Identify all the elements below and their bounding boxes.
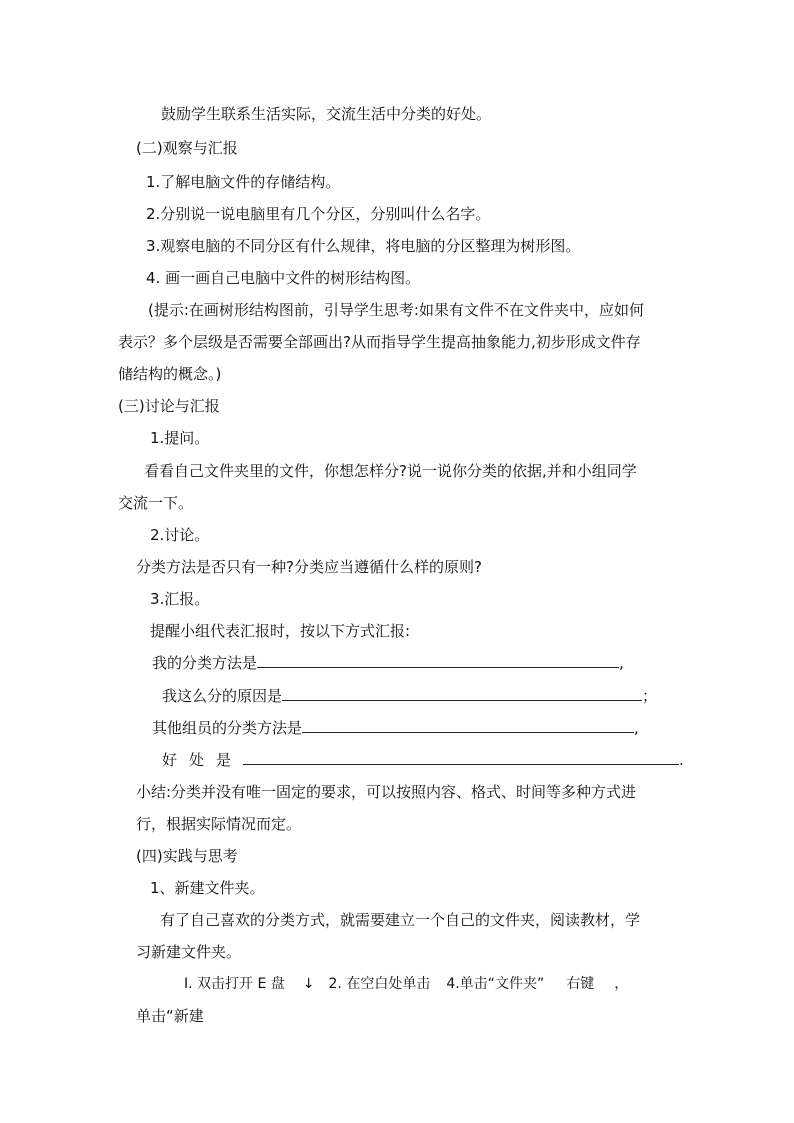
tip-line-3: 储结构的概念。): [118, 365, 222, 383]
fill-line-reason: [162, 686, 657, 706]
steps-flow: [184, 974, 628, 994]
fill-blank[interactable]: [282, 686, 642, 701]
report-text: 提醒小组代表汇报时，按以下方式汇报:: [150, 622, 411, 640]
summary-line-1: 小结:分类并没有唯一固定的要求，可以按照内容、格式、时间等多种方式进: [136, 783, 637, 801]
step-3: 3.观察电脑的不同分区有什么规律，将电脑的分区整理为树形图。: [146, 237, 581, 255]
fill-line-method: [152, 653, 624, 673]
discussion-text: 分类方法是否只有一种?分类应当遵循什么样的原则?: [136, 558, 482, 576]
step-2: 2.分别说一说电脑里有几个分区，分别叫什么名字。: [146, 205, 491, 223]
fill-blank[interactable]: [243, 750, 679, 765]
down-arrow-icon: ↓: [302, 976, 315, 992]
fill-label: 好处是: [162, 751, 244, 769]
new-folder-text-1: 有了自己喜欢的分类方式，就需要建立一个自己的文件夹，阅读教材，学: [160, 911, 641, 929]
fill-line-benefit: [162, 750, 684, 770]
fill-line-others: [152, 718, 639, 738]
step-4: 4. 画一画自己电脑中文件的树形结构图。: [146, 269, 421, 287]
summary-line-2: 行，根据实际情况而定。: [136, 815, 302, 833]
step-right-click: 右键: [566, 976, 595, 992]
fill-end: ；: [642, 687, 658, 705]
item-discussion: 2.讨论。: [150, 526, 210, 544]
fill-label: 我这么分的原因是: [162, 687, 283, 705]
item-report: 3.汇报。: [150, 590, 210, 608]
fill-label: 我的分类方法是: [152, 654, 258, 672]
paragraph-encourage: 鼓励学生联系生活实际，交流生活中分类的好处。: [161, 105, 492, 123]
fill-end: .: [679, 751, 684, 769]
section-heading-3: (三)讨论与汇报: [118, 397, 220, 415]
step-separator: ，: [614, 976, 629, 992]
new-folder-text-2: 习新建文件夹。: [136, 943, 242, 961]
fill-blank[interactable]: [257, 653, 619, 668]
fill-label: 其他组员的分类方法是: [152, 719, 303, 737]
fill-end: ,: [619, 654, 624, 672]
fill-end: ,: [634, 719, 639, 737]
section-heading-2: (二)观察与汇报: [136, 139, 238, 157]
step-click-blank: 2. 在空白处单击: [328, 976, 431, 992]
item-new-folder: 1、新建文件夹。: [150, 879, 265, 897]
step-click-new: 单击“新建: [136, 1007, 204, 1025]
fill-blank[interactable]: [302, 718, 634, 733]
step-open-drive: I. 双击打开 E 盘: [184, 976, 285, 992]
item-question: 1.提问。: [150, 429, 210, 447]
step-1: 1.了解电脑文件的存储结构。: [146, 173, 341, 191]
tip-line-1: (提示:在画树形结构图前，引导学生思考:如果有文件不在文件夹中，应如何: [148, 301, 644, 319]
tip-line-2: 表示？多个层级是否需要全部画出?从而指导学生提高抽象能力,初步形成文件存: [118, 333, 641, 351]
section-heading-4: (四)实践与思考: [136, 847, 238, 865]
question-text-1: 看看自己文件夹里的文件，你想怎样分?说一说你分类的依据,并和小组同学: [144, 462, 637, 480]
step-click-folder: 4.单击“文件夹”: [446, 976, 545, 992]
question-text-2: 交流一下。: [118, 494, 194, 512]
